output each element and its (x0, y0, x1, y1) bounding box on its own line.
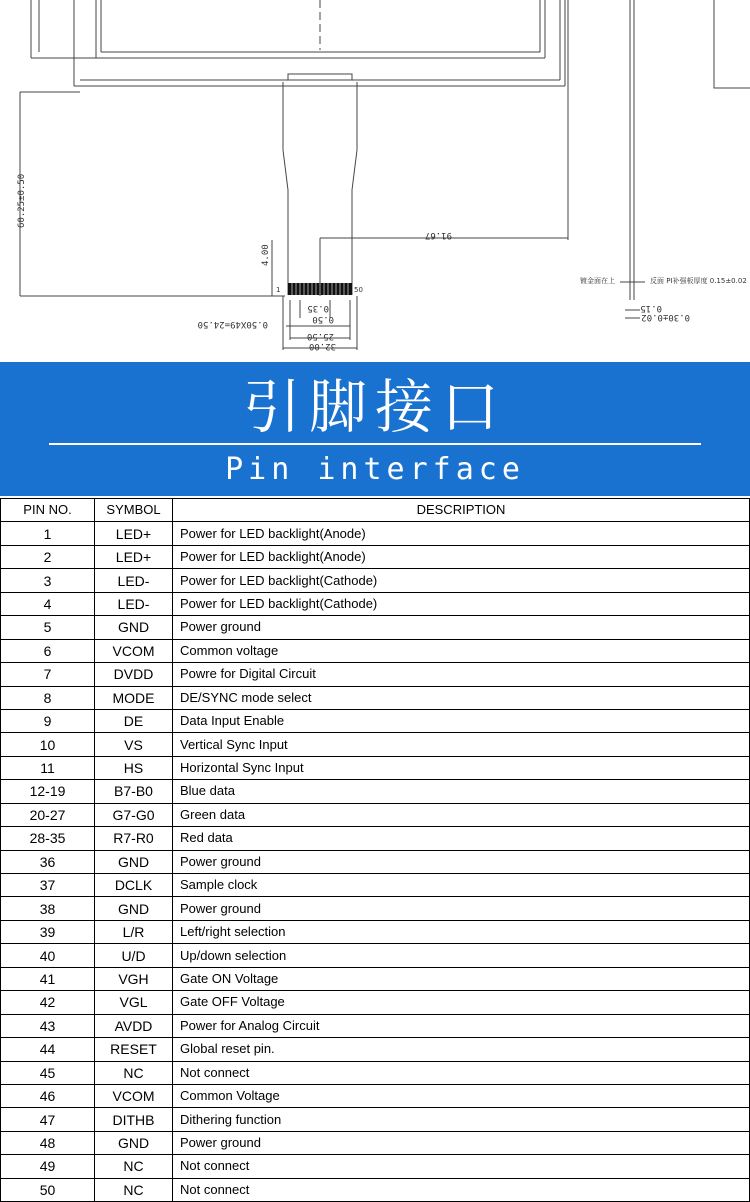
table-row (1, 756, 750, 779)
dim-thin-label: 0.15 (640, 303, 662, 313)
pin-description: Power ground (173, 616, 750, 639)
table-row (1, 1061, 750, 1084)
table-row (1, 920, 750, 943)
pin-symbol: GND (95, 850, 173, 873)
pin-symbol: LED+ (95, 522, 173, 545)
table-row (1, 639, 750, 662)
pin-description: Gate OFF Voltage (173, 991, 750, 1014)
banner-title-en: Pin interface (225, 452, 525, 487)
pin-description: Vertical Sync Input (173, 733, 750, 756)
pin-symbol: GND (95, 1131, 173, 1154)
header-pin-no: PIN NO. (1, 499, 95, 522)
pin-description: Common Voltage (173, 1084, 750, 1107)
pin-number: 10 (1, 733, 95, 756)
table-row (1, 569, 750, 592)
table-row (1, 709, 750, 732)
pin-number: 49 (1, 1155, 95, 1178)
pin-number: 39 (1, 920, 95, 943)
dim-width-inner-label: 25.50 (306, 331, 334, 341)
pin-number: 5 (1, 616, 95, 639)
pin-symbol: NC (95, 1061, 173, 1084)
pin-description: Data Input Enable (173, 709, 750, 732)
pin-number: 9 (1, 709, 95, 732)
pin-symbol: VCOM (95, 1084, 173, 1107)
table-row (1, 1155, 750, 1178)
pin-description: Power ground (173, 1131, 750, 1154)
pin-symbol: L/R (95, 920, 173, 943)
fpc-connector (288, 74, 352, 80)
pin-number: 12-19 (1, 780, 95, 803)
table-row (1, 1131, 750, 1154)
pin-description: Power for LED backlight(Cathode) (173, 569, 750, 592)
pin-symbol: LED- (95, 592, 173, 615)
pin-number: 37 (1, 874, 95, 897)
dim-pin-width-label: 0.35 (307, 303, 329, 313)
pin-number: 7 (1, 663, 95, 686)
pin-description: Powre for Digital Circuit (173, 663, 750, 686)
pin-symbol: B7-B0 (95, 780, 173, 803)
pin-number: 6 (1, 639, 95, 662)
pin-symbol: AVDD (95, 1014, 173, 1037)
dim-height-label: 60.25±0.50 (17, 173, 27, 228)
pin-first-label: 1 (276, 286, 281, 294)
pin-description: Dithering function (173, 1108, 750, 1131)
pin-symbol: DE (95, 709, 173, 732)
pin-number: 41 (1, 967, 95, 990)
pin-number: 46 (1, 1084, 95, 1107)
table-row (1, 991, 750, 1014)
pin-description: Blue data (173, 780, 750, 803)
pin-symbol: LED+ (95, 545, 173, 568)
header-description: DESCRIPTION (173, 499, 750, 522)
pin-description: Power ground (173, 897, 750, 920)
header-symbol: SYMBOL (95, 499, 173, 522)
dim-width-outer-label: 32.00 (308, 341, 336, 351)
section-banner (0, 362, 750, 496)
table-header-row (1, 499, 750, 522)
table-row (1, 1108, 750, 1131)
pin-description: Green data (173, 803, 750, 826)
pin-symbol: HS (95, 756, 173, 779)
table-row (1, 686, 750, 709)
pin-description: Global reset pin. (173, 1038, 750, 1061)
pin-symbol: RESET (95, 1038, 173, 1061)
pin-description: Red data (173, 827, 750, 850)
pin-description: Not connect (173, 1061, 750, 1084)
pin-number: 47 (1, 1108, 95, 1131)
table-row (1, 967, 750, 990)
pin-description: Power for LED backlight(Anode) (173, 545, 750, 568)
pin-description: Not connect (173, 1178, 750, 1201)
pin-symbol: DCLK (95, 874, 173, 897)
mechanical-drawing (0, 0, 750, 362)
pin-description: DE/SYNC mode select (173, 686, 750, 709)
table-row (1, 545, 750, 568)
pin-description: Sample clock (173, 874, 750, 897)
pin-symbol: DVDD (95, 663, 173, 686)
pin-description: Common voltage (173, 639, 750, 662)
pin-table (0, 498, 750, 1202)
dim-pitch-label: 0.50 (312, 314, 334, 324)
pin-symbol: MODE (95, 686, 173, 709)
pin-number: 45 (1, 1061, 95, 1084)
pin-number: 48 (1, 1131, 95, 1154)
table-row (1, 874, 750, 897)
dim-thick-label: 0.30±0.02 (641, 312, 690, 322)
pin-description: Gate ON Voltage (173, 967, 750, 990)
pin-description: Power for LED backlight(Cathode) (173, 592, 750, 615)
pin-number: 8 (1, 686, 95, 709)
pin-symbol: GND (95, 897, 173, 920)
table-row (1, 1178, 750, 1201)
pin-number: 40 (1, 944, 95, 967)
table-row (1, 733, 750, 756)
pin-description: Up/down selection (173, 944, 750, 967)
dim-pin-offset-label: 4.00 (261, 244, 271, 266)
pin-number: 43 (1, 1014, 95, 1037)
pin-symbol: R7-R0 (95, 827, 173, 850)
dim-fpc-length-label: 91.67 (424, 230, 452, 240)
table-row (1, 780, 750, 803)
pin-number: 38 (1, 897, 95, 920)
table-row (1, 850, 750, 873)
pin-number: 20-27 (1, 803, 95, 826)
pin-symbol: DITHB (95, 1108, 173, 1131)
drawing-svg (0, 0, 750, 362)
note-right: 反面 PI补强板厚度 0.15±0.02 (650, 277, 747, 285)
pin-description: Power ground (173, 850, 750, 873)
table-row (1, 663, 750, 686)
pin-symbol: NC (95, 1178, 173, 1201)
pin-symbol: G7-G0 (95, 803, 173, 826)
pin-symbol: NC (95, 1155, 173, 1178)
pin-symbol: LED- (95, 569, 173, 592)
pin-number: 44 (1, 1038, 95, 1061)
pin-number: 3 (1, 569, 95, 592)
pin-number: 36 (1, 850, 95, 873)
banner-title-cn: 引脚接口 (242, 373, 507, 441)
pin-number: 50 (1, 1178, 95, 1201)
side-view (714, 0, 750, 88)
dim-pitch-total-label: 0.50X49=24.50 (197, 319, 268, 329)
pin-symbol: U/D (95, 944, 173, 967)
pin-description: Power for LED backlight(Anode) (173, 522, 750, 545)
pin-symbol: VGL (95, 991, 173, 1014)
pin-description: Power for Analog Circuit (173, 1014, 750, 1037)
table-row (1, 616, 750, 639)
table-row (1, 897, 750, 920)
pin-description: Left/right selection (173, 920, 750, 943)
pin-symbol: VGH (95, 967, 173, 990)
pin-number: 2 (1, 545, 95, 568)
table-row (1, 944, 750, 967)
pin-number: 4 (1, 592, 95, 615)
table-row (1, 827, 750, 850)
pin-symbol: GND (95, 616, 173, 639)
pin-last-label: 50 (354, 286, 363, 294)
table-row (1, 522, 750, 545)
note-left: 镀金面在上 (580, 277, 615, 285)
pin-number: 42 (1, 991, 95, 1014)
table-row (1, 1014, 750, 1037)
table-row (1, 803, 750, 826)
pin-description: Horizontal Sync Input (173, 756, 750, 779)
table-row (1, 592, 750, 615)
pin-description: Not connect (173, 1155, 750, 1178)
table-row (1, 1084, 750, 1107)
pin-symbol: VCOM (95, 639, 173, 662)
pin-number: 28-35 (1, 827, 95, 850)
pin-number: 1 (1, 522, 95, 545)
pin-number: 11 (1, 756, 95, 779)
banner-divider (49, 443, 701, 445)
table-row (1, 1038, 750, 1061)
pin-symbol: VS (95, 733, 173, 756)
